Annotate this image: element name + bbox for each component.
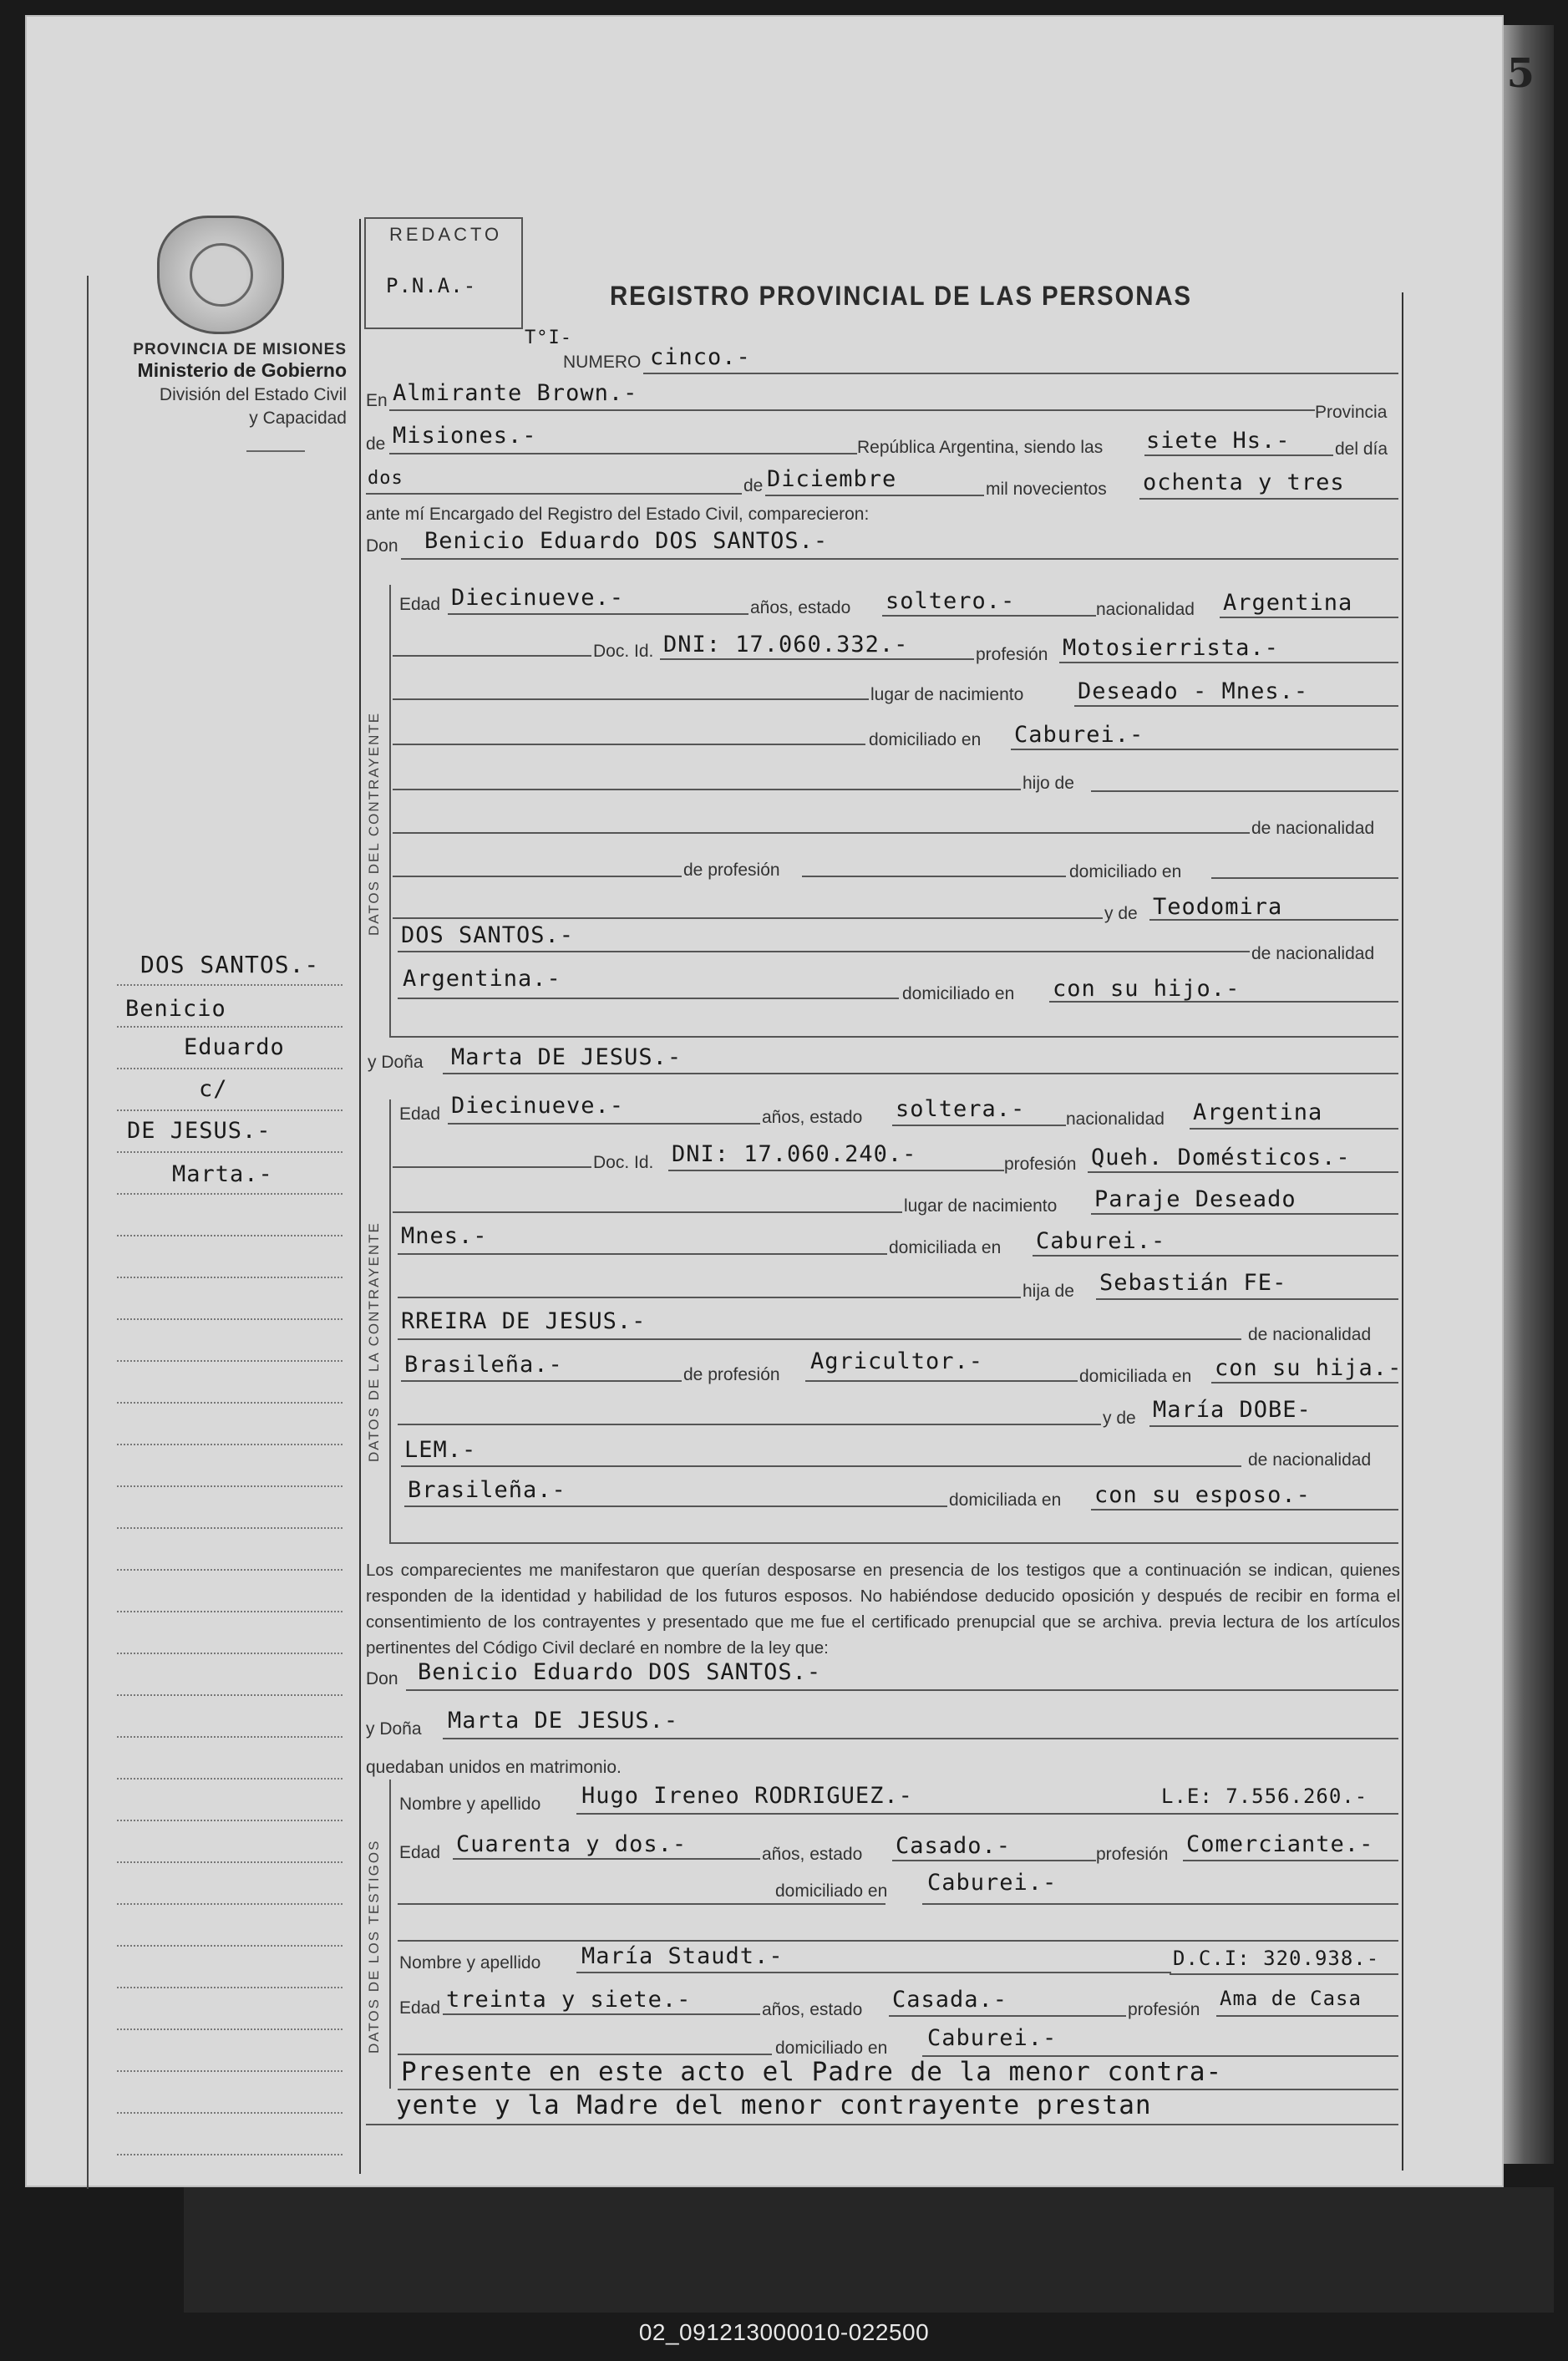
- estado-line: [882, 615, 1096, 617]
- t2-doc: D.C.I: 320.938.-: [1173, 1947, 1380, 1970]
- t1-estado: Casado.-: [896, 1833, 1012, 1859]
- footnote-rule-2: [366, 2124, 1398, 2125]
- t2-prof-line: [1216, 2015, 1398, 2017]
- margin-line: [117, 1068, 343, 1070]
- madre-line-2: [1149, 1425, 1398, 1427]
- madre-dom-2: con su esposo.-: [1094, 1482, 1311, 1508]
- t1-prof: Comerciante.-: [1186, 1831, 1374, 1857]
- decl-dona-line: [443, 1738, 1398, 1739]
- doc-line-2: [668, 1170, 1004, 1171]
- madre-domicilio: con su hijo.-: [1053, 976, 1241, 1002]
- padre-cont-line-2: [398, 1338, 1241, 1340]
- t2-estado-line: [889, 2015, 1126, 2017]
- y-de-label: y de: [1104, 904, 1138, 923]
- margin-line: [117, 1360, 343, 1363]
- domicilio-line: [1011, 749, 1398, 750]
- estado-value-2: soltera.-: [896, 1096, 1026, 1122]
- margin-line: [117, 1193, 343, 1196]
- redacto-label: REDACTO: [389, 224, 503, 245]
- padre-dom-2: con su hija.-: [1215, 1355, 1403, 1381]
- t1-nombre-label: Nombre y apellido: [399, 1795, 541, 1814]
- doc-line: [660, 658, 974, 660]
- t2-doc-line: [1170, 1973, 1398, 1975]
- hijo-label: hijo de: [1022, 774, 1074, 793]
- padre-prof-line: [802, 876, 1066, 877]
- decl-don-value: Benicio Eduardo DOS SANTOS.-: [418, 1659, 822, 1685]
- madre-nac-2: Brasileña.-: [408, 1477, 566, 1503]
- decl-don-line: [406, 1689, 1398, 1691]
- book-edge: [1504, 25, 1554, 2164]
- edad-value-2: Diecinueve.-: [451, 1093, 625, 1119]
- margin-line: [117, 1026, 343, 1028]
- mes-value: Diciembre: [767, 466, 897, 492]
- t1-dom-line: [922, 1903, 1398, 1905]
- contrayente-section-label: DATOS DEL CONTRAYENTE: [366, 711, 382, 936]
- t2-dom: Caburei.-: [927, 2025, 1058, 2051]
- padre-cont-2: RREIRA DE JESUS.-: [401, 1308, 647, 1334]
- t1-anos-label: años, estado: [762, 1845, 863, 1864]
- provincia-label: Provincia: [1315, 403, 1388, 422]
- madre-nac-label-2: de nacionalidad: [1248, 1450, 1372, 1470]
- t1-prof-line: [1183, 1860, 1398, 1861]
- redacto-note: P.N.A.-: [386, 274, 477, 297]
- margin-line: [117, 1820, 343, 1822]
- lugar-label: lugar de nacimiento: [870, 685, 1024, 704]
- t1-dom: Caburei.-: [927, 1870, 1058, 1896]
- margin-line: [117, 1318, 343, 1321]
- domicilio-value-2: Caburei.-: [1036, 1228, 1166, 1254]
- t-separator-line: [398, 1940, 1398, 1942]
- doc-value: DNI: 17.060.332.-: [663, 632, 909, 658]
- t1-dom-lead-line: [398, 1903, 885, 1905]
- hija-label: hija de: [1022, 1282, 1074, 1301]
- t2-dom-label: domiciliado en: [775, 2039, 888, 2058]
- hija-lead-line: [398, 1297, 1021, 1298]
- de-value: Misiones.-: [393, 423, 537, 449]
- madre-line: [1149, 919, 1398, 921]
- madre-lead-line: [393, 917, 1103, 919]
- t1-doc: L.E: 7.556.260.-: [1161, 1785, 1368, 1808]
- testigos-bracket: [389, 1780, 391, 2089]
- padre-nac-line-2: [401, 1380, 682, 1382]
- ministry-name: Ministerio de Gobierno: [137, 359, 347, 381]
- book-bottom: [184, 2187, 1554, 2313]
- domicilio-label: domiciliado en: [869, 730, 982, 749]
- margin-line: [117, 1903, 343, 1906]
- madre-nacionalidad-label: de nacionalidad: [1251, 944, 1375, 963]
- t2-nombre-line: [576, 1972, 1171, 1973]
- margin-line: [117, 1694, 343, 1697]
- seal-emblem-icon: [190, 243, 253, 307]
- doc-value-2: DNI: 17.060.240.-: [672, 1141, 917, 1167]
- t2-dom-lead-line: [398, 2054, 772, 2055]
- t2-nombre-label: Nombre y apellido: [399, 1953, 541, 1973]
- dona-value: Marta DE JESUS.-: [451, 1044, 683, 1070]
- madre-value: Teodomira: [1153, 894, 1283, 920]
- anio-line: [1139, 498, 1398, 500]
- lugar-cont-2: Mnes.-: [401, 1223, 488, 1249]
- nacionalidad-line-2: [1190, 1128, 1398, 1130]
- margin-line: [117, 2028, 343, 2031]
- margin-line: [117, 1945, 343, 1947]
- t2-prof: Ama de Casa: [1220, 1987, 1362, 2010]
- padre-prof-2: Agricultor.-: [810, 1348, 984, 1374]
- lugar-lead-line: [393, 698, 869, 700]
- y-de-label-2: y de: [1103, 1409, 1136, 1428]
- dia-line: [366, 493, 742, 495]
- form-right-rule: [1402, 292, 1403, 2171]
- decl-dona-value: Marta DE JESUS.-: [448, 1708, 679, 1734]
- padre-prof-line-2: [805, 1380, 1078, 1382]
- margin-note-surname: DOS SANTOS.-: [140, 951, 320, 978]
- page-number: 5: [1506, 50, 1535, 97]
- domiciliado-en-label: domiciliado en: [1069, 862, 1182, 881]
- edad-line: [448, 613, 748, 615]
- margin-line: [117, 2112, 343, 2115]
- madre-dom-line-2: [1091, 1509, 1398, 1511]
- don-value: Benicio Eduardo DOS SANTOS.-: [424, 528, 829, 554]
- en-label: En: [366, 391, 388, 410]
- doc-lead-line-2: [393, 1166, 591, 1168]
- dona-line: [443, 1073, 1398, 1074]
- issuer-block: [79, 341, 347, 452]
- del-dia-label: del día: [1335, 439, 1388, 459]
- domicilio-lead-line-2: [398, 1253, 887, 1255]
- t2-edad: treinta y siete.-: [446, 1987, 692, 2013]
- capacidad-name: y Capacidad: [249, 409, 347, 428]
- margin-line: [117, 1235, 343, 1237]
- don-line: [401, 558, 1398, 560]
- margin-line: [117, 2154, 343, 2156]
- t1-edad-line: [453, 1858, 760, 1860]
- estado-line-2: [892, 1125, 1066, 1126]
- footnote-line-2: yente y la Madre del menor contrayente prestan: [396, 2090, 1152, 2120]
- t2-edad-label: Edad: [399, 1998, 441, 2018]
- t2-edad-line: [443, 2013, 760, 2015]
- margin-note-first-name: Benicio: [125, 996, 226, 1022]
- edad-value: Diecinueve.-: [451, 585, 625, 611]
- madre-value-2: María DOBE-: [1153, 1397, 1312, 1423]
- don-label: Don: [366, 536, 398, 556]
- dia-value: dos: [368, 468, 403, 489]
- nacionalidad-line: [1220, 617, 1398, 618]
- mil-label: mil novecientos: [986, 480, 1107, 499]
- de-label: de: [366, 434, 386, 454]
- lugar-line: [1074, 705, 1398, 707]
- unidos-text: quedaban unidos en matrimonio.: [366, 1758, 622, 1777]
- madre-cont-2: LEM.-: [404, 1437, 477, 1463]
- nacionalidad-label-2: nacionalidad: [1066, 1109, 1165, 1129]
- contrayente-bottom-line: [389, 1036, 1398, 1038]
- profesion-value-2: Queh. Domésticos.-: [1091, 1145, 1351, 1170]
- contrayenta-bottom-line: [389, 1542, 1398, 1544]
- nacionalidad-value-2: Argentina: [1193, 1099, 1323, 1125]
- padre-prof-lead-line: [393, 876, 682, 877]
- padre-dom-line-2: [1211, 1382, 1398, 1384]
- doc-label-2: Doc. Id.: [593, 1153, 654, 1172]
- t2-prof-label: profesión: [1128, 2000, 1200, 2019]
- numero-label: NUMERO: [563, 353, 642, 372]
- profesion-line-2: [1088, 1171, 1398, 1173]
- estado-value: soltero.-: [885, 588, 1016, 614]
- footnote-line-1: Presente en este acto el Padre de la menor contra-: [401, 2057, 1223, 2087]
- issuer-rule: [246, 450, 305, 452]
- madre-apellido-line: [398, 951, 1250, 952]
- margin-line: [117, 1444, 343, 1446]
- margin-line: [117, 1861, 343, 1864]
- madre-lead-line-2: [398, 1424, 1101, 1425]
- lugar-lead-line-2: [393, 1211, 902, 1213]
- margin-line: [117, 1151, 343, 1154]
- domicilio-lead-line: [393, 744, 865, 745]
- anio-value: ochenta y tres: [1143, 470, 1345, 495]
- nacionalidad-value: Argentina: [1223, 590, 1353, 616]
- lugar-value-2: Paraje Deseado: [1094, 1186, 1297, 1212]
- t2-estado: Casada.-: [892, 1987, 1008, 2013]
- profesion-line: [1059, 662, 1398, 663]
- de-line: [389, 453, 857, 454]
- madre-nacionalidad: Argentina.-: [403, 966, 561, 992]
- profesion-label: profesión: [976, 645, 1048, 664]
- de-nacionalidad-label: de nacionalidad: [1251, 819, 1375, 838]
- padre-value-2: Sebastián FE-: [1099, 1270, 1287, 1296]
- margin-note-surname-2: DE JESUS.-: [127, 1118, 271, 1144]
- lugar-value: Deseado - Mnes.-: [1078, 678, 1309, 704]
- t1-estado-line: [892, 1860, 1096, 1861]
- profesion-value: Motosierrista.-: [1063, 635, 1279, 661]
- redacto-box: [364, 217, 523, 329]
- edad-label-2: Edad: [399, 1104, 441, 1124]
- padre-nac-label-2: de nacionalidad: [1248, 1325, 1372, 1344]
- madre-apellido: DOS SANTOS.-: [401, 922, 575, 948]
- margin-line: [117, 984, 343, 987]
- lugar-line-2: [1091, 1213, 1398, 1215]
- margin-line: [117, 1736, 343, 1739]
- contrayenta-bracket: [389, 1099, 391, 1542]
- margin-line: [117, 1527, 343, 1530]
- domicilio-line-2: [1033, 1255, 1398, 1257]
- testigos-section-label: DATOS DE LOS TESTIGOS: [366, 1839, 382, 2054]
- margin-line: [117, 1277, 343, 1279]
- margin-note-con: c/: [199, 1076, 228, 1102]
- en-value: Almirante Brown.-: [393, 380, 638, 406]
- decl-don-label: Don: [366, 1669, 398, 1688]
- margin-rule: [87, 276, 89, 2189]
- edad-label: Edad: [399, 595, 441, 614]
- t1-doc-line: [1158, 1813, 1398, 1815]
- padre-dom-line: [1211, 877, 1398, 879]
- madre-nac-line-2: [404, 1505, 947, 1507]
- t2-nombre: María Staudt.-: [581, 1943, 784, 1969]
- t1-edad: Cuarenta y dos.-: [456, 1831, 688, 1857]
- form-left-rule: [359, 219, 361, 2174]
- padre-nac-lead-line: [393, 832, 1250, 834]
- mes-line: [765, 495, 984, 496]
- contrayenta-section-label: DATOS DE LA CONTRAYENTE: [366, 1221, 382, 1462]
- padre-line-2: [1096, 1298, 1398, 1300]
- nacionalidad-label: nacionalidad: [1096, 600, 1195, 619]
- margin-line: [117, 1109, 343, 1112]
- margin-line: [117, 2070, 343, 2073]
- lugar-label-2: lugar de nacimiento: [904, 1196, 1058, 1216]
- doc-lead-line: [393, 655, 591, 657]
- dona-label: y Doña: [368, 1053, 424, 1072]
- hora-value: siete Hs.-: [1146, 428, 1291, 454]
- province-seal: [157, 216, 284, 334]
- doc-label: Doc. Id.: [593, 642, 654, 661]
- division-name: División del Estado Civil: [159, 385, 347, 404]
- t1-edad-label: Edad: [399, 1843, 441, 1862]
- hijo-line: [1091, 790, 1398, 792]
- madre-dom-line: [1049, 1001, 1398, 1003]
- hora-line: [1144, 454, 1333, 456]
- margin-line: [117, 1611, 343, 1613]
- t1-dom-label: domiciliado en: [775, 1881, 888, 1901]
- margin-line: [117, 1485, 343, 1488]
- encargado-text: ante mí Encargado del Registro del Estado Civil, comparecieron:: [366, 505, 870, 524]
- margin-note-middle-name: Eduardo: [184, 1034, 285, 1060]
- en-line: [389, 409, 1315, 411]
- anos-estado-label-2: años, estado: [762, 1108, 863, 1127]
- t1-nombre: Hugo Ireneo RODRIGUEZ.-: [581, 1783, 913, 1809]
- madre-cont-line-2: [401, 1465, 1241, 1467]
- margin-line: [117, 1569, 343, 1571]
- madre-dom-label-2: domiciliada en: [949, 1490, 1062, 1510]
- anos-estado-label: años, estado: [750, 598, 851, 617]
- margin-line: [117, 1778, 343, 1780]
- hijo-lead-line: [393, 789, 1021, 790]
- padre-dom-label-2: domiciliada en: [1079, 1367, 1192, 1386]
- domicilio-label-2: domiciliada en: [889, 1238, 1002, 1257]
- de2-label: de: [743, 476, 764, 495]
- padre-nac-2: Brasileña.-: [404, 1352, 563, 1378]
- padre-prof-label-2: de profesión: [683, 1365, 780, 1384]
- margin-note-first-name-2: Marta.-: [172, 1161, 273, 1187]
- declaration-paragraph: Los comparecientes me manifestaron que querían desposarse en presencia de los testigos que a continuación se indican, quienes responden de la identidad y habilidad de los futuros esposos. No habiéndose deducido oposición y después de recibir en forma el consentimiento de los contrayentes y presentado que me fue el certificado prenupcial que se archiva. previa lectura de los artículos pertinentes del Código Civil declaré en nombre de la ley que:: [366, 1561, 1400, 1658]
- madre-domicilio-label: domiciliado en: [902, 984, 1015, 1003]
- margin-line: [117, 1402, 343, 1404]
- file-name-caption: 02_091213000010-022500: [638, 2319, 930, 2345]
- madre-nac-line: [398, 998, 899, 999]
- domicilio-value: Caburei.-: [1014, 722, 1144, 748]
- t1-prof-label: profesión: [1096, 1845, 1169, 1864]
- tomo-note: T°I-: [525, 327, 572, 348]
- numero-value: cinco.-: [650, 344, 751, 370]
- numero-line: [643, 373, 1398, 374]
- contrayente-bracket: [389, 585, 391, 1036]
- margin-line: [117, 1987, 343, 1989]
- decl-dona-label: y Doña: [366, 1719, 422, 1739]
- republica-label: República Argentina, siendo las: [857, 438, 1104, 457]
- t2-anos-label: años, estado: [762, 2000, 863, 2019]
- document-title: REGISTRO PROVINCIAL DE LAS PERSONAS: [610, 281, 1192, 311]
- de-profesion-label: de profesión: [683, 861, 780, 880]
- profesion-label-2: profesión: [1004, 1155, 1077, 1174]
- province-name: PROVINCIA DE MISIONES: [133, 341, 347, 358]
- edad-line-2: [448, 1123, 760, 1125]
- margin-line: [117, 1653, 343, 1655]
- t1-nombre-line: [576, 1813, 1158, 1815]
